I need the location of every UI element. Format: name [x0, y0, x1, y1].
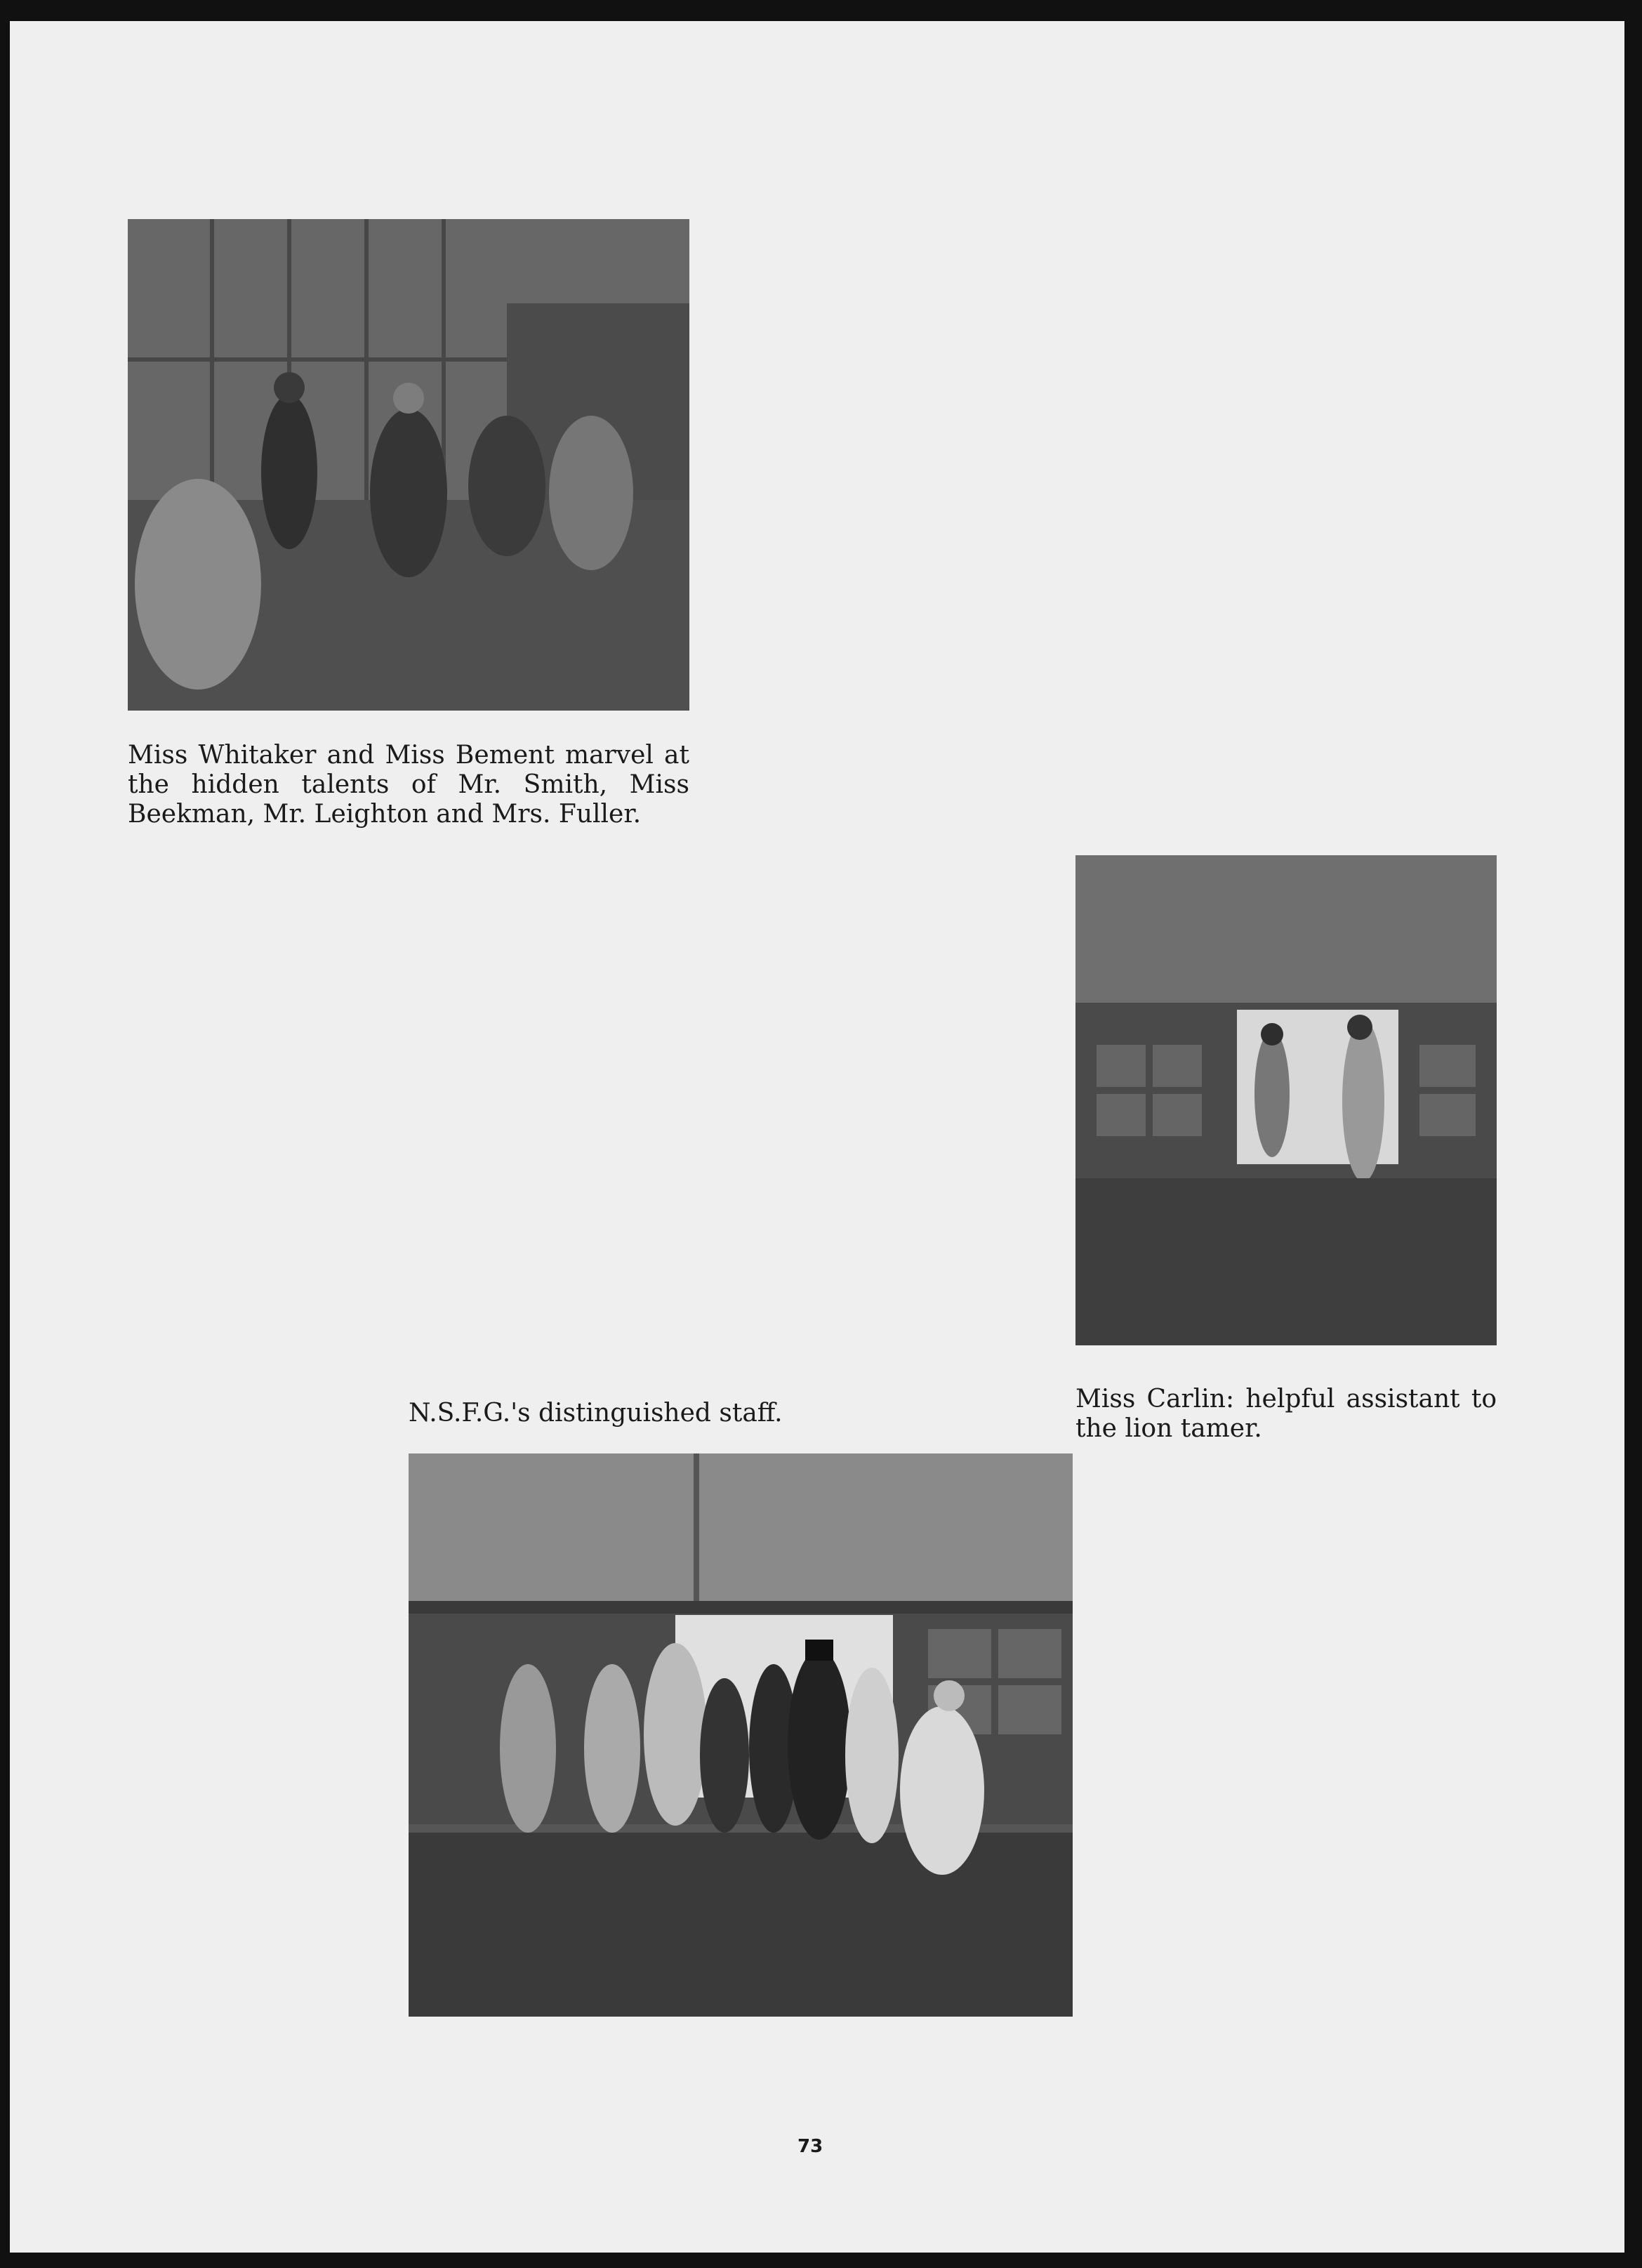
photo-caption-right: Miss Carlin: helpful assistant to the lion tamer.	[1075, 1385, 1497, 1443]
document-page	[10, 21, 1624, 2253]
page-number: 73	[797, 2136, 823, 2157]
photo-stage-assistant	[1075, 855, 1497, 1345]
photo-performers-seated	[128, 219, 689, 711]
photo-staff-group	[409, 1453, 1073, 2017]
photo-caption-bottom: N.S.F.G.'s distinguished staff.	[409, 1399, 783, 1428]
photo-caption-top-left: Miss Whitaker and Miss Bement marvel at the hidden talents of Mr. Smith, Miss Beekman, Mr. Leighton and Mrs. Fuller.	[128, 741, 689, 829]
